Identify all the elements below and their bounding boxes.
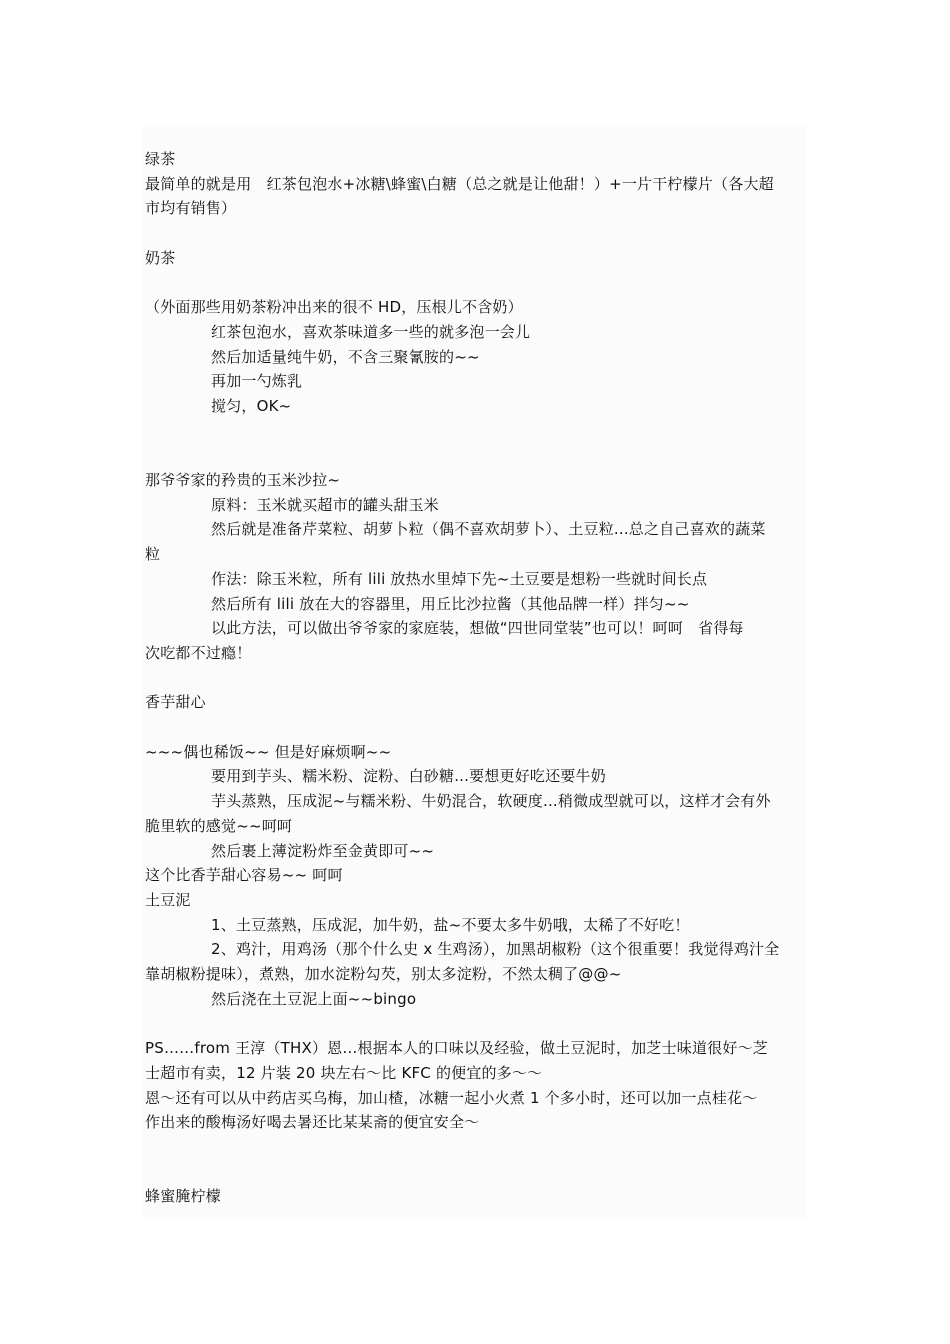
ps-line: 士超市有卖，12 片装 20 块左右～比 KFC 的便宜的多～～ — [145, 1063, 543, 1082]
section-intro: （外面那些用奶茶粉冲出来的很不 HD，压根儿不含奶） — [145, 298, 523, 317]
text-line: 1、土豆蒸熟，压成泥，加牛奶，盐~不要太多牛奶哦，太稀了不好吃！ — [211, 915, 690, 934]
text-line: 原料：玉米就买超市的罐头甜玉米 — [211, 495, 440, 514]
text-line: 次吃都不过瘾！ — [145, 644, 252, 662]
blank-line — [145, 1135, 809, 1160]
ps-line: PS……from 王淳（THX）恩…根据本人的口味以及经验，做土豆泥时，加芝士味道很好～芝 — [145, 1039, 768, 1058]
section-title-mashed-potato: 土豆泥 — [145, 891, 191, 909]
text-line: 然后加适量纯牛奶，不含三聚氰胺的~~ — [211, 347, 480, 366]
section-title-milk-tea: 奶茶 — [145, 248, 176, 267]
recipe-document — [145, 147, 809, 1209]
blank-line — [145, 666, 809, 691]
blank-line — [145, 271, 809, 296]
text-line: 市均有销售） — [145, 199, 237, 218]
section-intro: ~~~偶也稀饭~~ 但是好麻烦啊~~ — [145, 742, 392, 761]
text-line: 搅匀，OK~ — [211, 397, 292, 415]
text-line: 然后裹上薄淀粉炸至金黄即可~~ — [211, 841, 435, 860]
text-line: 2、鸡汁，用鸡汤（那个什么史 x 生鸡汤），加黑胡椒粉（这个很重要！我觉得鸡汁全 — [211, 940, 780, 959]
text-line: 芋头蒸熟，压成泥~与糯米粉、牛奶混合，软硬度...稍微成型就可以，这样才会有外 — [211, 792, 771, 811]
text-line: 以此方法，可以做出爷爷家的家庭装，想做“四世同堂装”也可以！呵呵 省得每 — [211, 619, 744, 638]
blank-line — [145, 443, 809, 468]
blank-line — [145, 1160, 809, 1185]
ps-line: 恩～还有可以从中药店买乌梅，加山楂，冰糖一起小火煮 1 个多小时，还可以加一点桂花～ — [145, 1088, 758, 1107]
text-line: 要用到芋头、糯米粉、淀粉、白砂糖...要想更好吃还要牛奶 — [211, 767, 606, 786]
section-title-green-tea: 绿茶 — [145, 150, 176, 168]
text-line: 然后就是准备芹菜粒、胡萝卜粒（偶不喜欢胡萝卜）、土豆粒...总之自己喜欢的蔬菜 — [211, 520, 766, 539]
text-line: 作法：除玉米粒，所有 lili 放热水里焯下先~土豆要是想粉一些就时间长点 — [211, 569, 708, 588]
blank-line — [145, 419, 809, 444]
section-title-honey-lemon: 蜂蜜腌柠檬 — [145, 1187, 222, 1206]
section-title-taro-dessert: 香芋甜心 — [145, 693, 206, 712]
blank-line — [145, 221, 809, 246]
text-line: 粒 — [145, 545, 161, 564]
text-line: 这个比香芋甜心容易~~ 呵呵 — [145, 866, 343, 885]
text-line: 最简单的就是用 红茶包泡水+冰糖\蜂蜜\白糖（总之就是让他甜！）+一片干柠檬片（各大超 — [145, 174, 774, 193]
text-line: 然后浇在土豆泥上面~~bingo — [211, 989, 417, 1008]
text-line: 红茶包泡水，喜欢茶味道多一些的就多泡一会儿 — [211, 322, 531, 341]
ps-line: 作出来的酸梅汤好喝去暑还比某某斋的便宜安全～ — [145, 1113, 480, 1132]
text-line: 靠胡椒粉提味），煮熟，加水淀粉勾芡，别太多淀粉，不然太稠了@@~ — [145, 965, 622, 984]
blank-line — [145, 715, 809, 740]
text-line: 再加一勺炼乳 — [211, 372, 303, 391]
blank-line — [145, 1012, 809, 1037]
text-line: 然后所有 lili 放在大的容器里，用丘比沙拉酱（其他品牌一样）拌匀~~ — [211, 594, 690, 613]
text-line: 脆里软的感觉~~呵呵 — [145, 816, 293, 835]
section-title-corn-salad: 那爷爷家的矜贵的玉米沙拉~ — [145, 471, 341, 490]
